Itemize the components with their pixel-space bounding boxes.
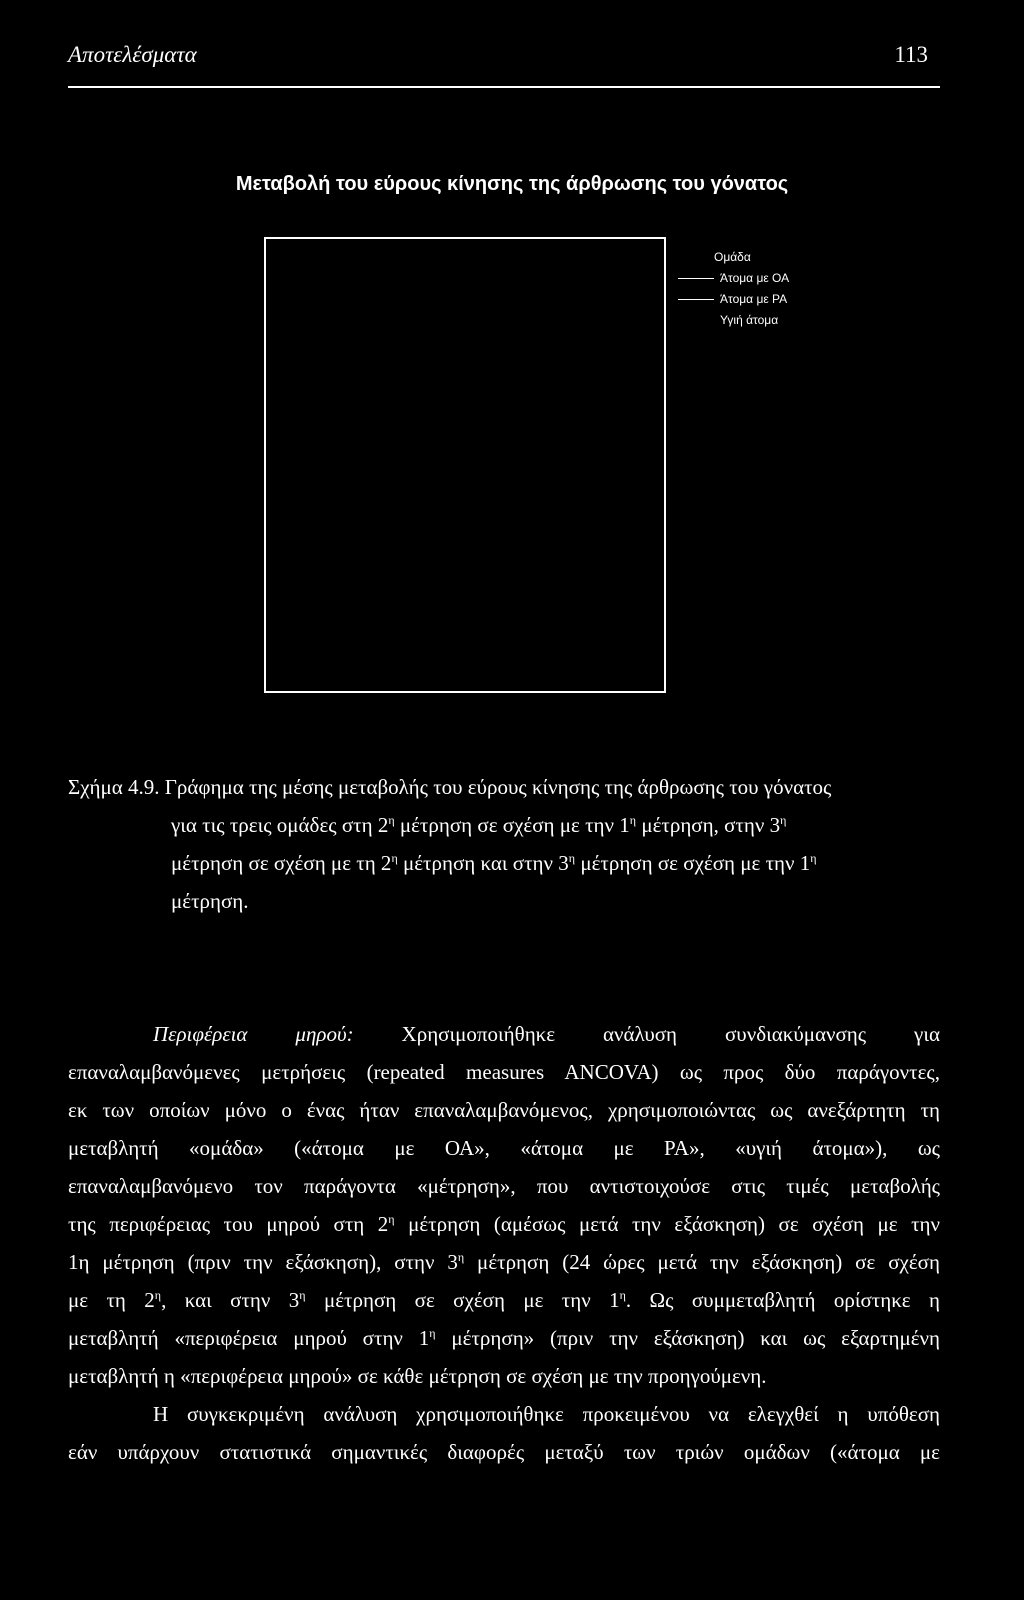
chart-legend — [678, 247, 789, 331]
paragraph-2-line-2: εάν υπάρχουν στατιστικά σημαντικές διαφορές μεταξύ των τριών ομάδων («άτομα με — [68, 1440, 940, 1464]
paragraph-1-line-7: 1η μέτρηση (πριν την εξάσκηση), στην $3^\eta$ μέτρηση (24 ώρες μετά την εξάσκηση) σε σχέση — [68, 1250, 940, 1274]
legend-line-healthy — [678, 320, 714, 321]
caption-line-4: μέτρηση. — [171, 889, 249, 913]
paragraph-1-line-8: με τη $2^\eta$, και στην $3^\eta$ μέτρηση σε σχέση με την $1^\eta$. Ως συμμεταβλητή ορίστηκε η — [68, 1288, 940, 1312]
legend-label-healthy: Υγιή άτομα — [720, 313, 779, 327]
body-text — [68, 1015, 940, 1471]
paragraph-1-line-2: επαναλαμβανόμενες μετρήσεις (repeated measures ANCOVA) ως προς δύο παράγοντες, — [68, 1060, 940, 1084]
page-header — [68, 38, 940, 88]
paragraph-1-line-6: της περιφέρειας του μηρού στη $2^\eta$ μέτρηση (αμέσως μετά την εξάσκηση) σε σχέση με την — [68, 1212, 940, 1236]
caption-line-3: μέτρηση σε σχέση με τη $2^\eta$ μέτρηση και στην $3^\eta$ μέτρηση σε σχέση με την $1^\eta$ — [171, 851, 817, 875]
legend-item-oa — [678, 268, 789, 289]
legend-item-healthy — [678, 310, 789, 331]
legend-title: Ομάδα — [714, 250, 751, 264]
legend-item-ra — [678, 289, 789, 310]
paragraph-1-line-3: εκ των οποίων μόνο ο ένας ήταν επαναλαμβανόμενος, χρησιμοποιώντας ως ανεξάρτητη τη — [68, 1098, 940, 1122]
legend-label-ra: Άτομα με ΡΑ — [720, 292, 788, 306]
paragraph-lead: Περιφέρεια μηρού: — [153, 1022, 354, 1046]
page-number: 113 — [894, 42, 928, 67]
caption-line-1: Σχήμα 4.9. Γράφημα της μέσης μεταβολής του εύρους κίνησης της άρθρωσης του γόνατος — [68, 775, 832, 799]
legend-line-ra — [678, 299, 714, 300]
legend-label-oa: Άτομα με ΟΑ — [720, 271, 790, 285]
chart-title: Μεταβολή του εύρους κίνησης της άρθρωσης του γόνατος — [235, 173, 789, 195]
paragraph-1-line-1: Περιφέρεια μηρού: Χρησιμοποιήθηκε ανάλυση συνδιακύμανσης για — [153, 1022, 940, 1046]
legend-line-oa — [678, 278, 714, 279]
running-header-title: Αποτελέσματα — [68, 42, 197, 67]
paragraph-1-line-5: επαναλαμβανόμενο τον παράγοντα «μέτρηση», που αντιστοιχούσε στις τιμές μεταβολής — [68, 1174, 940, 1198]
paragraph-1-line-9: μεταβλητή «περιφέρεια μηρού στην $1^\eta$ μέτρηση» (πριν την εξάσκηση) και ως εξαρτημένη — [68, 1326, 941, 1350]
chart-plot-area — [264, 237, 666, 693]
paragraph-1-line-10: μεταβλητή η «περιφέρεια μηρού» σε κάθε μέτρηση σε σχέση με την προηγούμενη. — [68, 1364, 767, 1388]
caption-line-2: για τις τρεις ομάδες στη $2^\eta$ μέτρηση σε σχέση με την $1^\eta$ μέτρηση, στην $3^\eta$ — [171, 813, 787, 837]
paragraph-1-line-4: μεταβλητή «ομάδα» («άτομα με ΟΑ», «άτομα με ΡΑ», «υγιή άτομα»), ως — [68, 1136, 940, 1160]
paragraph-2-line-1: Η συγκεκριμένη ανάλυση χρησιμοποιήθηκε προκειμένου να ελεγχθεί η υπόθεση — [153, 1402, 940, 1426]
figure-caption — [68, 768, 940, 920]
